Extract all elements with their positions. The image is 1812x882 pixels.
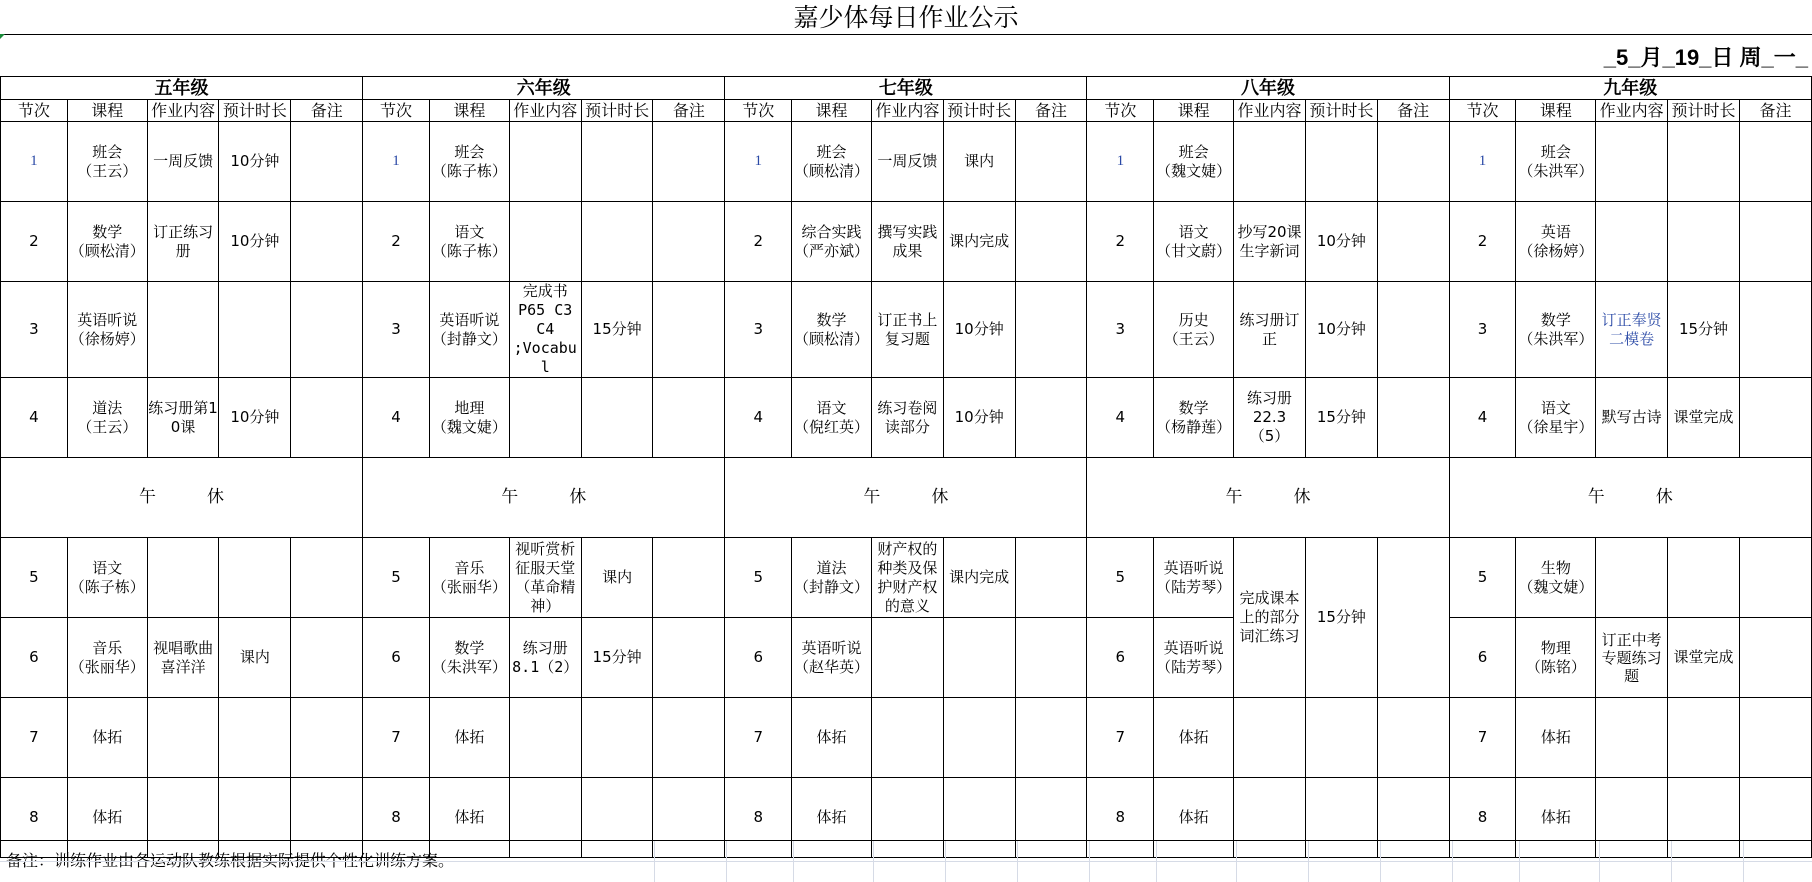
remark-cell: [291, 122, 363, 202]
course-cell: 地理 （魏文婕）: [429, 378, 509, 458]
duration-cell: 10分钟: [219, 122, 291, 202]
homework-cell: [509, 202, 581, 282]
homework-cell: [1234, 122, 1306, 202]
remark-cell: [291, 282, 363, 378]
homework-cell: 一周反馈: [871, 122, 943, 202]
homework-cell: 订正中考专题练习题: [1596, 618, 1668, 698]
duration-cell: 10分钟: [219, 378, 291, 458]
column-header: 备注: [1015, 100, 1087, 122]
duration-cell: 10分钟: [943, 378, 1015, 458]
duration-cell: [219, 538, 291, 618]
column-header: 预计时长: [1668, 100, 1740, 122]
course-cell: 音乐 （张丽华）: [67, 618, 147, 698]
duration-cell: [219, 282, 291, 378]
remark-cell: [291, 202, 363, 282]
sheet-gridline: [1743, 841, 1744, 882]
homework-cell: [1596, 202, 1668, 282]
lunch-break-cell: 午 休: [1, 458, 363, 538]
remark-cell: [1015, 538, 1087, 618]
homework-cell: [509, 378, 581, 458]
period-number: 7: [1449, 698, 1516, 778]
remark-cell: [1015, 618, 1087, 698]
column-header: 备注: [653, 100, 725, 122]
remark-cell: [1377, 282, 1449, 378]
remark-cell: [1015, 378, 1087, 458]
course-cell: 英语听说 （赵华英）: [792, 618, 872, 698]
homework-cell: 完成课本上的部分词汇练习: [1234, 538, 1306, 698]
date-line: _5_月_19_日 周_一_: [0, 34, 1812, 76]
duration-cell: 课堂完成: [1668, 618, 1740, 698]
period-number: 1: [1, 122, 68, 202]
period-number: 4: [1087, 378, 1154, 458]
table-row: [1, 618, 1812, 698]
homework-cell: 视唱歌曲喜洋洋: [147, 618, 219, 698]
course-cell: 语文 （徐星宇）: [1516, 378, 1596, 458]
remark-cell: [1739, 698, 1811, 778]
period-number: 3: [1449, 282, 1516, 378]
period-number: 7: [1, 698, 68, 778]
homework-cell: [871, 698, 943, 778]
duration-cell: 15分钟: [1305, 378, 1377, 458]
course-cell: 班会 （王云）: [67, 122, 147, 202]
remark-cell: [1377, 698, 1449, 778]
remark-cell: [1739, 378, 1811, 458]
duration-cell: [1668, 538, 1740, 618]
duration-cell: 15分钟: [1668, 282, 1740, 378]
course-cell: 英语听说 （陆芳琴）: [1154, 618, 1234, 698]
course-cell: 音乐 （张丽华）: [429, 538, 509, 618]
course-cell: 英语听说 （徐杨婷）: [67, 282, 147, 378]
period-number: 8: [1449, 778, 1516, 858]
column-header: 预计时长: [943, 100, 1015, 122]
period-number: 5: [1, 538, 68, 618]
homework-cell: 练习册 8.1（2）: [509, 618, 581, 698]
sheet-gridline: [1017, 841, 1018, 882]
period-number: 7: [725, 698, 792, 778]
duration-cell: [943, 698, 1015, 778]
remark-cell: [1739, 538, 1811, 618]
homework-cell: 默写古诗: [1596, 378, 1668, 458]
sheet-gridline: [1089, 841, 1090, 882]
sheet-gridline: [1519, 841, 1520, 882]
page-title: 嘉少体每日作业公示: [793, 3, 1019, 32]
remark-cell: [1015, 282, 1087, 378]
period-number: 8: [363, 778, 430, 858]
homework-cell: 练习册订正: [1234, 282, 1306, 378]
lunch-row: [1, 458, 1812, 538]
course-cell: 班会 （陈子栋）: [429, 122, 509, 202]
course-cell: 体拓: [1516, 778, 1596, 858]
column-header: 课程: [67, 100, 147, 122]
sheet-gridline: [1236, 841, 1237, 882]
grade-7-header: 七年级: [725, 77, 1087, 100]
duration-cell: [219, 698, 291, 778]
column-header: 预计时长: [581, 100, 653, 122]
period-number: 7: [1087, 698, 1154, 778]
period-number: 6: [1087, 618, 1154, 698]
remark-cell: [1377, 202, 1449, 282]
homework-cell: [147, 538, 219, 618]
remark-cell: [653, 122, 725, 202]
remark-cell: [1739, 282, 1811, 378]
duration-cell: [1668, 122, 1740, 202]
duration-cell: 15分钟: [581, 282, 653, 378]
period-number: 4: [1449, 378, 1516, 458]
sheet-gridline: [654, 841, 655, 882]
period-number: 5: [363, 538, 430, 618]
course-cell: 数学 （顾松清）: [792, 282, 872, 378]
column-header: 预计时长: [219, 100, 291, 122]
period-number: 2: [1449, 202, 1516, 282]
column-header: 节次: [363, 100, 430, 122]
homework-cell: 订正练习册: [147, 202, 219, 282]
homework-cell: 练习册 22.3 （5）: [1234, 378, 1306, 458]
sheet-gridline: [945, 841, 946, 882]
homework-cell: [871, 618, 943, 698]
lunch-break-cell: 午 休: [1087, 458, 1449, 538]
period-number: 1: [1087, 122, 1154, 202]
remark-cell: [653, 378, 725, 458]
grade-6-header: 六年级: [363, 77, 725, 100]
homework-cell: [509, 698, 581, 778]
period-number: 3: [1, 282, 68, 378]
remark-cell: [1015, 202, 1087, 282]
period-number: 3: [363, 282, 430, 378]
homework-cell: [147, 698, 219, 778]
remark-cell: [653, 282, 725, 378]
duration-cell: 课内完成: [943, 538, 1015, 618]
homework-cell: [1234, 698, 1306, 778]
duration-cell: [1305, 122, 1377, 202]
remark-cell: [1377, 538, 1449, 698]
duration-cell: [581, 122, 653, 202]
period-number: 6: [1449, 618, 1516, 698]
period-number: 7: [363, 698, 430, 778]
course-cell: 体拓: [429, 778, 509, 858]
sheet-gridline: [1156, 841, 1157, 882]
table-row: [1, 698, 1812, 778]
period-number: 2: [725, 202, 792, 282]
duration-cell: [1305, 698, 1377, 778]
period-number: 2: [1087, 202, 1154, 282]
duration-cell: 课内: [581, 538, 653, 618]
grade-5-header: 五年级: [1, 77, 363, 100]
period-number: 2: [1, 202, 68, 282]
homework-cell: 一周反馈: [147, 122, 219, 202]
column-header: 作业内容: [147, 100, 219, 122]
duration-cell: [581, 378, 653, 458]
sheet-gridline: [873, 841, 874, 882]
sheet-gridline: [1308, 841, 1309, 882]
period-number: 4: [1, 378, 68, 458]
sheet-gridline: [793, 841, 794, 882]
column-header: 节次: [1449, 100, 1516, 122]
column-header: 作业内容: [1596, 100, 1668, 122]
homework-cell: 财产权的种类及保护财产权的意义: [871, 538, 943, 618]
course-cell: 体拓: [429, 698, 509, 778]
period-number: 5: [1087, 538, 1154, 618]
period-number: 3: [1087, 282, 1154, 378]
course-cell: 数学 （杨静莲）: [1154, 378, 1234, 458]
homework-cell: [1596, 538, 1668, 618]
course-cell: 班会 （魏文婕）: [1154, 122, 1234, 202]
cell-marker: [0, 34, 5, 39]
column-header: 课程: [792, 100, 872, 122]
duration-cell: 15分钟: [1305, 538, 1377, 698]
duration-cell: 10分钟: [1305, 282, 1377, 378]
remark-cell: [653, 698, 725, 778]
course-cell: 历史 （王云）: [1154, 282, 1234, 378]
homework-cell: 订正书上复习题: [871, 282, 943, 378]
sheet-gridline: [726, 841, 727, 882]
course-cell: 数学 （顾松清）: [67, 202, 147, 282]
duration-cell: 10分钟: [1305, 202, 1377, 282]
column-header: 备注: [1739, 100, 1811, 122]
sheet-gridline: [0, 861, 1812, 862]
homework-cell: [147, 282, 219, 378]
lunch-break-cell: 午 休: [1449, 458, 1811, 538]
period-number: 6: [363, 618, 430, 698]
column-header: 备注: [1377, 100, 1449, 122]
duration-cell: [1668, 202, 1740, 282]
remark-cell: [653, 618, 725, 698]
remark-cell: [1015, 698, 1087, 778]
column-header: 作业内容: [509, 100, 581, 122]
period-number: 1: [363, 122, 430, 202]
course-cell: 数学 （朱洪军）: [1516, 282, 1596, 378]
lunch-break-cell: 午 休: [363, 458, 725, 538]
remark-cell: [291, 538, 363, 618]
column-header: 节次: [1087, 100, 1154, 122]
course-cell: 班会 （顾松清）: [792, 122, 872, 202]
footnote: 备注：训练作业由各运动队教练根据实际提供个性化训练方案。: [0, 840, 1812, 882]
course-cell: 体拓: [1516, 698, 1596, 778]
remark-cell: [653, 538, 725, 618]
remark-cell: [653, 202, 725, 282]
homework-cell: [1596, 698, 1668, 778]
duration-cell: 10分钟: [219, 202, 291, 282]
period-number: 5: [1449, 538, 1516, 618]
period-number: 6: [1, 618, 68, 698]
duration-cell: [581, 202, 653, 282]
table-row: [1, 538, 1812, 618]
column-header: 节次: [725, 100, 792, 122]
period-number: 5: [725, 538, 792, 618]
remark-cell: [1015, 122, 1087, 202]
period-number: 4: [725, 378, 792, 458]
column-header-row: [1, 100, 1812, 122]
period-number: 1: [725, 122, 792, 202]
remark-cell: [1739, 202, 1811, 282]
course-cell: 语文 （陈子栋）: [67, 538, 147, 618]
duration-cell: 10分钟: [943, 282, 1015, 378]
column-header: 节次: [1, 100, 68, 122]
remark-cell: [1377, 122, 1449, 202]
homework-cell: 抄写20课生字新词: [1234, 202, 1306, 282]
column-header: 课程: [1154, 100, 1234, 122]
column-header: 预计时长: [1305, 100, 1377, 122]
table-row: [1, 378, 1812, 458]
grade-header-row: [1, 77, 1812, 100]
course-cell: 道法 （王云）: [67, 378, 147, 458]
homework-cell: 撰写实践成果: [871, 202, 943, 282]
period-number: 8: [1087, 778, 1154, 858]
remark-cell: [291, 378, 363, 458]
course-cell: 体拓: [67, 778, 147, 858]
period-number: 8: [1, 778, 68, 858]
course-cell: 英语听说 （陆芳琴）: [1154, 538, 1234, 618]
table-row: [1, 122, 1812, 202]
column-header: 课程: [429, 100, 509, 122]
homework-cell: 练习卷阅读部分: [871, 378, 943, 458]
duration-cell: 课内: [943, 122, 1015, 202]
course-cell: 数学 （朱洪军）: [429, 618, 509, 698]
sheet-gridline: [1599, 841, 1600, 882]
homework-cell: 订正奉贤二模卷: [1596, 282, 1668, 378]
table-row: [1, 282, 1812, 378]
period-number: 2: [363, 202, 430, 282]
course-cell: 道法 （封静文）: [792, 538, 872, 618]
duration-cell: 课内完成: [943, 202, 1015, 282]
course-cell: 生物 （魏文婕）: [1516, 538, 1596, 618]
grade-8-header: 八年级: [1087, 77, 1449, 100]
table-row: [1, 202, 1812, 282]
sheet-gridline: [1380, 841, 1381, 882]
period-number: 3: [725, 282, 792, 378]
duration-cell: 课内: [219, 618, 291, 698]
period-number: 1: [1449, 122, 1516, 202]
course-cell: 综合实践 （严亦斌）: [792, 202, 872, 282]
course-cell: 英语 （徐杨婷）: [1516, 202, 1596, 282]
course-cell: 体拓: [1154, 778, 1234, 858]
course-cell: 英语听说 （封静文）: [429, 282, 509, 378]
homework-cell: [509, 122, 581, 202]
course-cell: 语文 （倪红英）: [792, 378, 872, 458]
homework-cell: 视听赏析征服天堂（革命精神）: [509, 538, 581, 618]
remark-cell: [1739, 122, 1811, 202]
column-header: 备注: [291, 100, 363, 122]
duration-cell: 课堂完成: [1668, 378, 1740, 458]
course-cell: 语文 （陈子栋）: [429, 202, 509, 282]
grade-9-header: 九年级: [1449, 77, 1811, 100]
homework-cell: 完成书 P65 C3 C4 ;Vocabul: [509, 282, 581, 378]
duration-cell: 15分钟: [581, 618, 653, 698]
sheet-gridline: [1671, 841, 1672, 882]
course-cell: 物理 （陈铭）: [1516, 618, 1596, 698]
period-number: 4: [363, 378, 430, 458]
remark-cell: [291, 698, 363, 778]
duration-cell: [943, 618, 1015, 698]
column-header: 课程: [1516, 100, 1596, 122]
course-cell: 体拓: [1154, 698, 1234, 778]
column-header: 作业内容: [871, 100, 943, 122]
homework-table: [0, 76, 1812, 858]
course-cell: 体拓: [792, 778, 872, 858]
duration-cell: [581, 698, 653, 778]
course-cell: 体拓: [792, 698, 872, 778]
duration-cell: [1668, 698, 1740, 778]
remark-cell: [291, 618, 363, 698]
remark-cell: [1377, 378, 1449, 458]
remark-cell: [1739, 618, 1811, 698]
lunch-break-cell: 午 休: [725, 458, 1087, 538]
course-cell: 班会 （朱洪军）: [1516, 122, 1596, 202]
column-header: 作业内容: [1234, 100, 1306, 122]
homework-cell: 练习册第10课: [147, 378, 219, 458]
sheet-gridline: [1452, 841, 1453, 882]
course-cell: 体拓: [67, 698, 147, 778]
course-cell: 语文 （甘文蔚）: [1154, 202, 1234, 282]
period-number: 6: [725, 618, 792, 698]
homework-cell: [1596, 122, 1668, 202]
period-number: 8: [725, 778, 792, 858]
